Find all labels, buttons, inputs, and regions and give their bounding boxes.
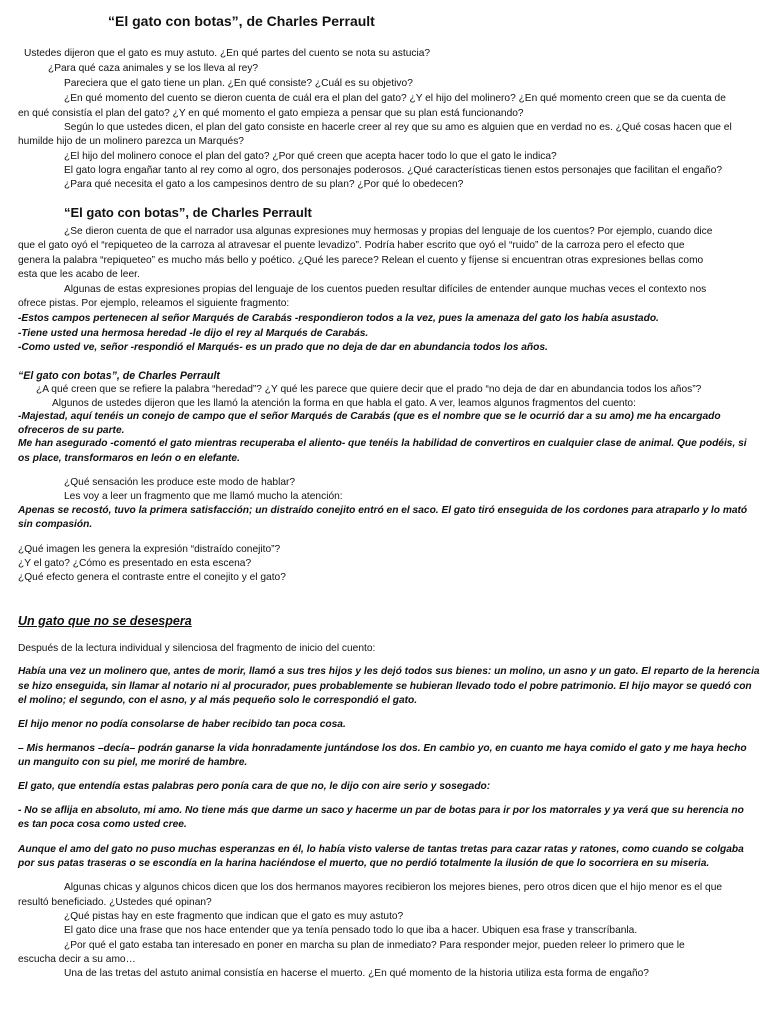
text-line: esta que les acabo de leer. (18, 269, 140, 280)
text-line: El gato dice una frase que nos hace entender que ya tenía pensado todo lo que iba a hacer. Ubiquen esa frase y transcríbanla. (64, 925, 638, 936)
quote-line: Apenas se recostó, tuvo la primera satisfacción; un distraído conejito entró en el saco. El gato tiró enseguida de los cordones para atraparlo y lo mató (18, 505, 748, 516)
text-line: Según lo que ustedes dicen, el plan del gato consiste en hacerle creer al rey que su amo es alguien que en verdad no es. ¿Qué cosas hacen que el (64, 122, 732, 133)
quote-line: Me han asegurado -comentó el gato mientras recuperaba el aliento- que tenéis la habilidad de convertiros en cualquier clase de animal. Que podéis, si (18, 438, 747, 449)
quote-line: por sus patas traseras o se escondía en la harina haciéndose el muerto, que no perdió totalmente la ilusión de que lo socorriera en su miseria. (18, 858, 710, 869)
quote-line: El gato, que entendía estas palabras pero ponía cara de que no, le dijo con aire serio y sosegado: (18, 781, 491, 792)
quote-line: El hijo menor no podía consolarse de haber recibido tan poca cosa. (18, 719, 346, 730)
text-line: Ustedes dijeron que el gato es muy astuto. ¿En qué partes del cuento se nota su astucia? (24, 48, 431, 59)
text-line: Una de las tretas del astuto animal consistía en hacerse el muerto. ¿En qué momento de la historia utiliza esta forma de engaño? (64, 968, 649, 979)
text-line: ¿Por qué el gato estaba tan interesado en poner en marcha su plan de inmediato? Para responder mejor, pueden releer lo primero que le (64, 940, 685, 951)
text-line: ¿En qué momento del cuento se dieron cuenta de cuál era el plan del gato? ¿Y el hijo del molinero? ¿En qué momento creen que se da cuenta de (64, 93, 726, 104)
quote-line: os place, transformaros en león o en elefante. (18, 453, 240, 464)
text-line: humilde hijo de un molinero parezca un Marqués? (18, 136, 244, 147)
title-section-2: “El gato con botas”, de Charles Perrault (64, 205, 312, 220)
quote-line: es tan poca cosa como usted cree. (18, 819, 187, 830)
text-line: ¿Para qué caza animales y se los lleva al rey? (48, 63, 259, 74)
text-line: ofrece pistas. Por ejemplo, releamos el siguiente fragmento: (18, 298, 290, 309)
text-line: El gato logra engañar tanto al rey como al ogro, dos personajes poderosos. ¿Qué características tienen estos personajes que facilitan el engaño? (64, 165, 723, 176)
text-line: ¿A qué creen que se refiere la palabra “heredad”? ¿Y qué les parece que quiere decir que el prado “no deja de dar en abundancia todos los años”? (36, 384, 702, 395)
quote-line: – Mis hermanos –decía– podrán ganarse la vida honradamente juntándose los dos. En cambio yo, en cuanto me haya comido el gato y me haya hecho (18, 743, 747, 754)
text-line: ¿El hijo del molinero conoce el plan del gato? ¿Por qué creen que acepta hacer todo lo que el gato le indica? (64, 151, 557, 162)
quote-line: - No se aflija en absoluto, mi amo. No tiene más que darme un saco y hacerme un par de botas para ir por los matorrales y ya verá que su herencia no (18, 805, 744, 816)
text-line: Algunos de ustedes dijeron que les llamó la atención la forma en que habla el gato. A ver, leamos algunos fragmentos del cuento: (52, 398, 636, 409)
text-line: Algunas de estas expresiones propias del lenguaje de los cuentos pueden resultar difíciles de entender aunque muchas veces el contexto nos (64, 284, 707, 295)
quote-line: Había una vez un molinero que, antes de morir, llamó a sus tres hijos y les dejó todos sus bienes: un molino, un asno y un gato. El reparto de la herencia (18, 666, 760, 677)
text-line: escucha decir a su amo… (18, 954, 136, 965)
text-line: en qué consistía el plan del gato? ¿Y en qué momento el gato empieza a pensar que su plan está funcionando? (18, 108, 524, 119)
text-line: ¿Qué efecto genera el contraste entre el conejito y el gato? (18, 572, 286, 583)
quote-line: un manguito con su piel, me moriré de hambre. (18, 757, 248, 768)
quote-line: ofreceros de su parte. (18, 425, 125, 436)
text-line: que el gato oyó el “repiqueteo de la carroza al atravesar el puente levadizo”. Podría haber escrito que oyó el “ruido” de la carroza pero el efecto que (18, 240, 685, 251)
text-line: Pareciera que el gato tiene un plan. ¿En qué consiste? ¿Cuál es su objetivo? (64, 78, 413, 89)
quote-line: se hizo enseguida, sin llamar al notario ni al procurador, pues probablemente se hubieran llevado todo el pobre patrimonio. El hijo mayor se quedó con (18, 681, 752, 692)
title-section-3: “El gato con botas”, de Charles Perrault (18, 370, 220, 382)
text-line: ¿Para qué necesita el gato a los campesinos dentro de su plan? ¿Por qué lo obedecen? (64, 179, 464, 190)
quote-line: el molino; el segundo, con el asno, y al más pequeño solo le correspondió el gato. (18, 695, 418, 706)
text-line: Algunas chicas y algunos chicos dicen que los dos hermanos mayores recibieron los mejores bienes, pero otros dicen que el hijo menor es el que (64, 882, 723, 893)
text-line: ¿Qué imagen les genera la expresión “distraído conejito”? (18, 544, 281, 555)
text-line: genera la palabra “repiqueteo” es mucho más bello y poético. ¿Qué les parece? Relean el cuento y fíjense si encuentran otras expresiones bellas como (18, 255, 704, 266)
text-line: ¿Qué sensación les produce este modo de hablar? (64, 477, 296, 488)
text-line: ¿Y el gato? ¿Cómo es presentado en esta escena? (18, 558, 252, 569)
quote-line: -Majestad, aquí tenéis un conejo de campo que el señor Marqués de Carabás (que es el nombre que se le ocurrió dar a su amo) me ha encargado (18, 411, 721, 422)
quote-line: sin compasión. (18, 519, 93, 530)
title-section-1: “El gato con botas”, de Charles Perrault (108, 13, 375, 29)
quote-line: -Como usted ve, señor -respondió el Marqués- es un prado que no deja de dar en abundancia todos los años. (18, 342, 548, 353)
text-line: resultó beneficiado. ¿Ustedes qué opinan? (18, 897, 212, 908)
text-line: ¿Se dieron cuenta de que el narrador usa algunas expresiones muy hermosas y propias del lenguaje de los cuentos? Por ejemplo, cuando dice (64, 226, 713, 237)
quote-line: -Tiene usted una hermosa heredad -le dijo el rey al Marqués de Carabás. (18, 328, 369, 339)
text-line: Después de la lectura individual y silenciosa del fragmento de inicio del cuento: (18, 643, 376, 654)
text-line: Les voy a leer un fragmento que me llamó mucho la atención: (64, 491, 343, 502)
text-line: ¿Qué pistas hay en este fragmento que indican que el gato es muy astuto? (64, 911, 404, 922)
quote-line: Aunque el amo del gato no puso muchas esperanzas en él, lo había visto valerse de tantas tretas para cazar ratas y ratones, como cuando se colgaba (18, 844, 744, 855)
quote-line: -Estos campos pertenecen al señor Marqués de Carabás -respondieron todos a la vez, pues la amenaza del gato los había asustado. (18, 313, 659, 324)
section-header: Un gato que no se desespera (18, 614, 192, 628)
